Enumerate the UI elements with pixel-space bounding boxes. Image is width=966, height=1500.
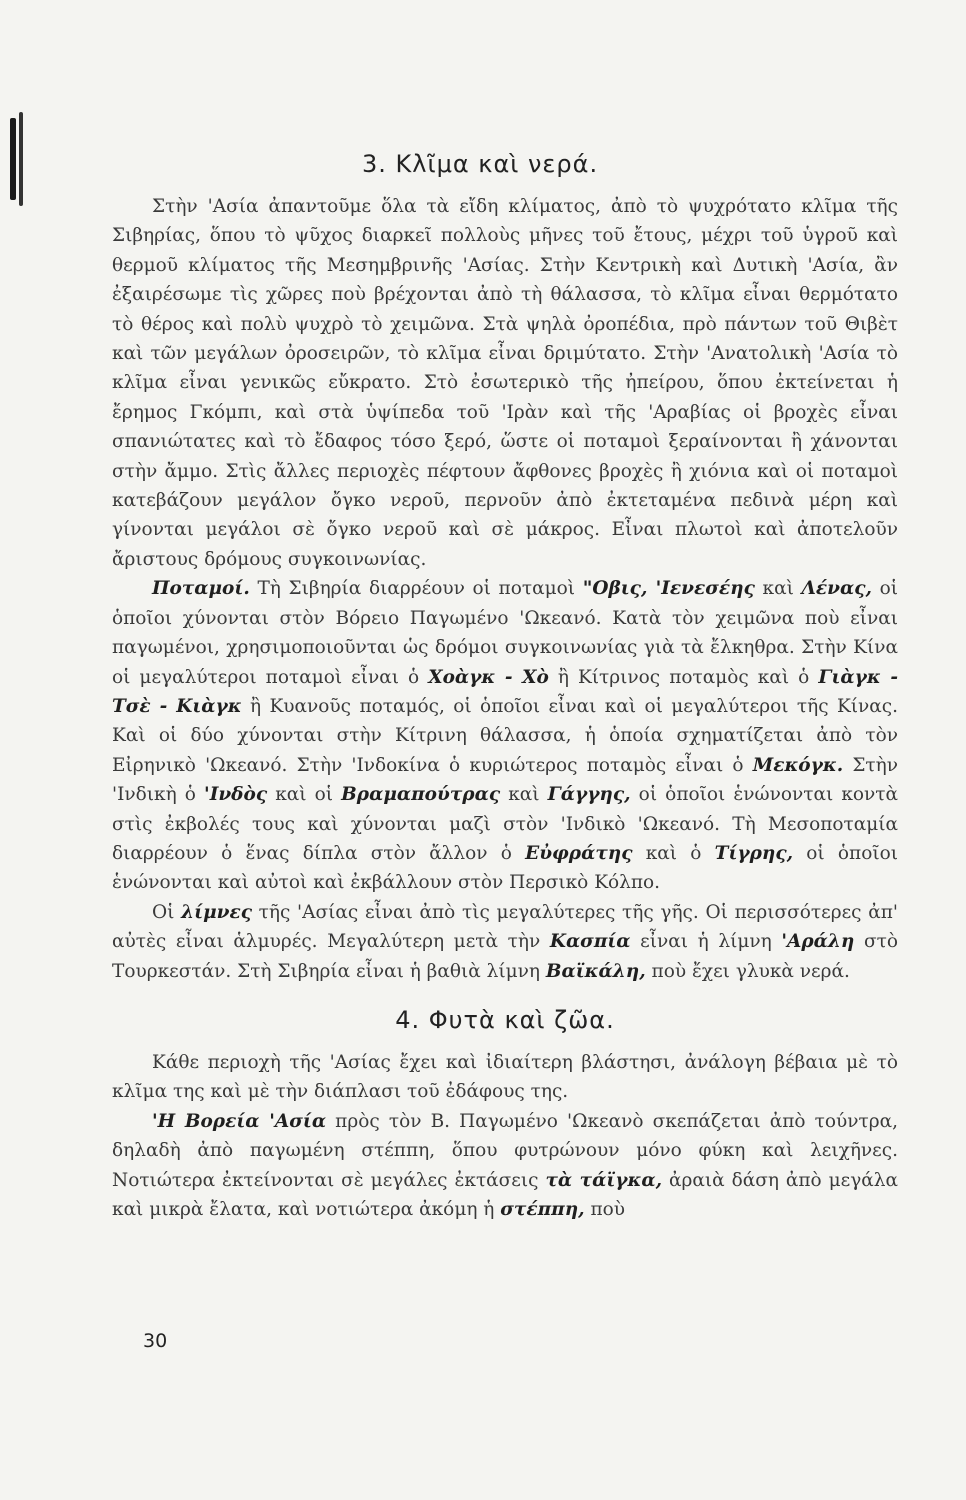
binding-edge-mark: [10, 118, 16, 200]
term-aral: 'Αράλη: [781, 931, 855, 953]
term-brahmaputra: Βραμαπούτρας: [341, 784, 501, 806]
term-yangtze: Γιὰγκ - Τσὲ - Κιὰγκ: [112, 666, 899, 717]
term-ganges: Γάγγης,: [547, 784, 631, 806]
paragraph-rivers: Ποταμοί. Τὴ Σιβηρία διαρρέουν οἱ ποταμοὶ "Οβις, 'Ιενεσέης καὶ Λένας, οἱ ὁποῖοι χύνονται στὸν Βόρειο Παγωμένο 'Ωκεανό. Κατὰ τὸν χειμῶνα ποὺ εἶναι παγωμένοι, χρησιμοποιοῦνται ὡς δρόμοι συγκοινωνίας γιὰ τὰ ἔλκηθρα. Στὴν Κίνα οἱ μεγαλύτεροι ποταμοὶ εἶναι ὁ Χοὰγκ - Χὸ ἢ Κίτρινος ποταμὸς καὶ ὁ Γιὰγκ - Τσὲ - Κιὰγκ ἢ Κυανοῦς ποταμός, οἱ ὁποῖοι εἶναι καὶ οἱ μεγαλύτεροι τῆς Κίνας. Καὶ οἱ δύο χύνονται στὴν Κίτρινη θάλασσα, ἡ ὁποία σχηματίζεται ἀπὸ τὸν Εἰρηνικὸ 'Ωκεανό. Στὴν 'Ινδοκίνα ὁ κυριώτερος ποταμὸς εἶναι ὁ Μεκόγκ. Στὴν 'Ινδικὴ ὁ 'Ινδὸς καὶ οἱ Βραμαπούτρας καὶ Γάγγης, οἱ ὁποῖοι ἑνώνονται κοντὰ στὶς ἐκβολές τους καὶ χύνονται μαζὶ στὸν 'Ινδικὸ 'Ωκεανό. Τὴ Μεσοποταμία διαρρέουν ὁ ἕνας δίπλα στὸν ἄλλον ὁ Εὐφράτης καὶ ὁ Τίγρης, οἱ ὁποῖοι ἑνώνονται καὶ αὐτοὶ καὶ ἐκβάλλουν στὸν Περσικὸ Κόλπο.: [112, 578, 899, 894]
term-north-asia: 'Η Βορεία 'Ασία: [152, 1110, 327, 1132]
section-heading-climate: 3. Κλῖμα καὶ νερά.: [362, 150, 599, 178]
term-tigris: Τίγρης,: [714, 842, 794, 864]
page-number: 30: [143, 1330, 168, 1352]
term-ob-yenisei: "Οβις, 'Ιενεσέης: [582, 578, 755, 600]
term-caspian: Κασπία: [549, 931, 631, 953]
term-rivers: Ποταμοί.: [152, 578, 250, 600]
paragraph-north-asia: 'Η Βορεία 'Ασία πρὸς τὸν Β. Παγωμένο 'Ωκεανὸ σκεπάζεται ἀπὸ τούντρα, δηλαδὴ ἀπὸ παγωμένη στέππη, ὅπου φυτρώνουν μόνο φύκη καὶ λειχῆνες. Νοτιώτερα ἐκτείνονται σὲ μεγάλες ἐκτάσεις τὰ τάϊγκα, ἀραιὰ δάση ἀπὸ μεγάλα καὶ μικρὰ ἔλατα, καὶ νοτιώτερα ἀκόμη ἡ στέππη, ποὺ: [112, 1110, 898, 1220]
term-taiga: τὰ τάϊγκα,: [545, 1169, 663, 1191]
binding-edge-mark: [19, 112, 23, 206]
term-indus: 'Ινδὸς: [204, 784, 268, 806]
term-steppe: στέππη,: [500, 1199, 585, 1220]
paragraph-climate: Στὴν 'Ασία ἀπαντοῦμε ὅλα τὰ εἴδη κλίματος, ἀπὸ τὸ ψυχρότατο κλῖμα τῆς Σιβηρίας, ὅπου τὸ ψῦχος διαρκεῖ πολλοὺς μῆνες τοῦ ἔτους, μέχρι τοῦ ὑγροῦ καὶ θερμοῦ κλίματος τῆς Μεσημβρινῆς 'Ασίας. Στὴν Κεντρικὴ καὶ Δυτικὴ 'Ασία, ἂν ἐξαιρέσωμε τὶς χῶρες ποὺ βρέχονται ἀπὸ τὴ θάλασσα, τὸ κλῖμα εἶναι θερμότατο τὸ θέρος καὶ πολὺ ψυχρὸ τὸ χειμῶνα. Στὰ ψηλὰ ὀροπέδια, πρὸ πάντων τοῦ Θιβὲτ καὶ τῶν μεγάλων ὀροσειρῶν, τὸ κλῖμα εἶναι δριμύτατο. Στὴν 'Ανατολικὴ 'Ασία τὸ κλῖμα εἶναι γενικῶς εὔκρατο. Στὸ ἐσωτερικὸ τῆς ἠπείρου, ὅπου ἐκτείνεται ἡ ἔρημος Γκόμπι, καὶ στὰ ὑψίπεδα τοῦ 'Ιρὰν καὶ τῆς 'Αραβίας οἱ βροχὲς εἶναι σπανιώτατες καὶ τὸ ἔδαφος τόσο ξερό, ὥστε οἱ ποταμοὶ ξεραίνονται ἢ χάνονται στὴν ἄμμο. Στὶς ἄλλες περιοχὲς πέφτουν ἄφθονες βροχὲς ἢ χιόνια καὶ οἱ ποταμοὶ κατεβάζουν μεγάλον ὄγκο νεροῦ, περνοῦν ἀπὸ ἐκτεταμένα πεδινὰ μέρη καὶ γίνονται μεγάλοι σὲ ὄγκο νεροῦ καὶ σὲ μάκρος. Εἶναι πλωτοὶ καὶ ἀποτελοῦν ἄριστους δρόμους συγκοινωνίας.: [112, 196, 898, 570]
term-lakes: λίμνες: [181, 901, 252, 923]
term-lena: Λένας,: [801, 578, 872, 600]
section-heading-plants-animals: 4. Φυτὰ καὶ ζῶα.: [395, 1005, 615, 1034]
term-huang-he: Χοὰγκ - Χὸ: [428, 666, 549, 688]
term-euphrates: Εὐφράτης: [525, 842, 633, 864]
term-baikal: Βαϊκάλη,: [545, 960, 646, 982]
paragraph-lakes: Οἱ λίμνες τῆς 'Ασίας εἶναι ἀπὸ τὶς μεγαλύτερες τῆς γῆς. Οἱ περισσότερες ἀπ' αὐτὲς εἶναι ἁλμυρές. Μεγαλύτερη μετὰ τὴν Κασπία εἶναι ἡ λίμνη 'Αράλη στὸ Τουρκεστάν. Στὴ Σιβηρία εἶναι ἡ βαθιὰ λίμνη Βαϊκάλη, ποὺ ἔχει γλυκὰ νερά.: [112, 901, 898, 982]
paragraph-vegetation: Κάθε περιοχὴ τῆς 'Ασίας ἔχει καὶ ἰδιαίτερη βλάστησι, ἀνάλογη βέβαια μὲ τὸ κλῖμα της καὶ μὲ τὴν διάπλασι τοῦ ἐδάφους της.: [112, 1051, 898, 1103]
page-body: [112, 150, 898, 1224]
term-mekong: Μεκόγκ.: [752, 754, 844, 776]
